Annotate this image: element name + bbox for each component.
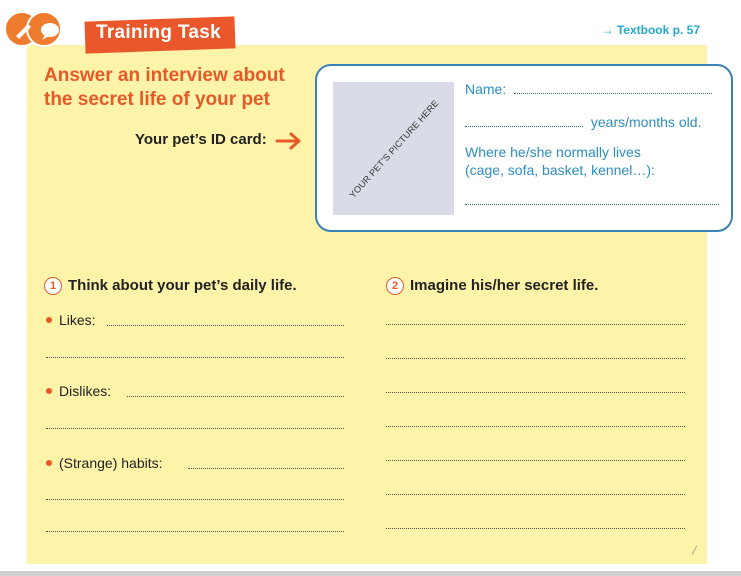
likes-field-2[interactable] xyxy=(46,357,344,358)
name-field[interactable] xyxy=(514,82,712,94)
section2-title: Imagine his/her secret life. xyxy=(410,277,599,294)
dislikes-field[interactable] xyxy=(127,396,344,397)
resize-corner-icon[interactable]: ╱ xyxy=(692,546,697,555)
bullet-icon xyxy=(46,317,52,323)
habits-field-3[interactable] xyxy=(46,531,344,532)
age-row xyxy=(465,114,701,130)
section2-title-row xyxy=(386,277,598,295)
main-heading: Answer an interview about the secret life of your pet xyxy=(44,65,285,110)
task-title: Training Task xyxy=(96,22,221,43)
secret-life-line-5[interactable] xyxy=(386,460,685,461)
section1-title: Think about your pet’s daily life. xyxy=(68,277,297,294)
textbook-reference-link[interactable]: → Textbook p. 57 xyxy=(601,23,700,37)
arrow-right-icon xyxy=(275,131,305,151)
habits-label: (Strange) habits: xyxy=(59,455,163,471)
bullet-icon xyxy=(46,460,52,466)
habits-field[interactable] xyxy=(188,468,344,469)
secret-life-line-1[interactable] xyxy=(386,324,685,325)
secret-life-line-6[interactable] xyxy=(386,494,685,495)
id-card-label: Your pet’s ID card: xyxy=(135,131,267,148)
dislikes-field-2[interactable] xyxy=(46,428,344,429)
lives-label: Where he/she normally lives xyxy=(465,144,641,160)
name-label: Name: xyxy=(465,81,507,97)
pet-picture-placeholder[interactable] xyxy=(333,82,454,215)
likes-field[interactable] xyxy=(107,325,344,326)
task-header xyxy=(0,8,250,52)
bottom-scroll-bar[interactable] xyxy=(0,571,741,576)
picture-placeholder-text: YOUR PET’S PICTURE HERE xyxy=(346,97,441,200)
section2-number: 2 xyxy=(386,277,404,295)
name-row xyxy=(465,81,712,97)
bullet-icon xyxy=(46,388,52,394)
dislikes-label: Dislikes: xyxy=(59,383,112,399)
habits-row xyxy=(46,455,163,471)
lives-field[interactable] xyxy=(465,204,719,205)
section1-number: 1 xyxy=(44,277,62,295)
secret-life-line-7[interactable] xyxy=(386,528,685,529)
lives-hint: (cage, sofa, basket, kennel…): xyxy=(465,162,655,178)
id-card xyxy=(315,64,733,232)
habits-field-2[interactable] xyxy=(46,499,344,500)
likes-row xyxy=(46,312,96,328)
likes-label: Likes: xyxy=(59,312,96,328)
pen-speech-icon xyxy=(12,18,64,42)
secret-life-line-4[interactable] xyxy=(386,426,685,427)
secret-life-line-2[interactable] xyxy=(386,358,685,359)
secret-life-line-3[interactable] xyxy=(386,392,685,393)
section1-title-row xyxy=(44,277,297,295)
age-field[interactable] xyxy=(465,115,583,127)
dislikes-row xyxy=(46,383,111,399)
age-label: years/months old. xyxy=(590,114,702,130)
